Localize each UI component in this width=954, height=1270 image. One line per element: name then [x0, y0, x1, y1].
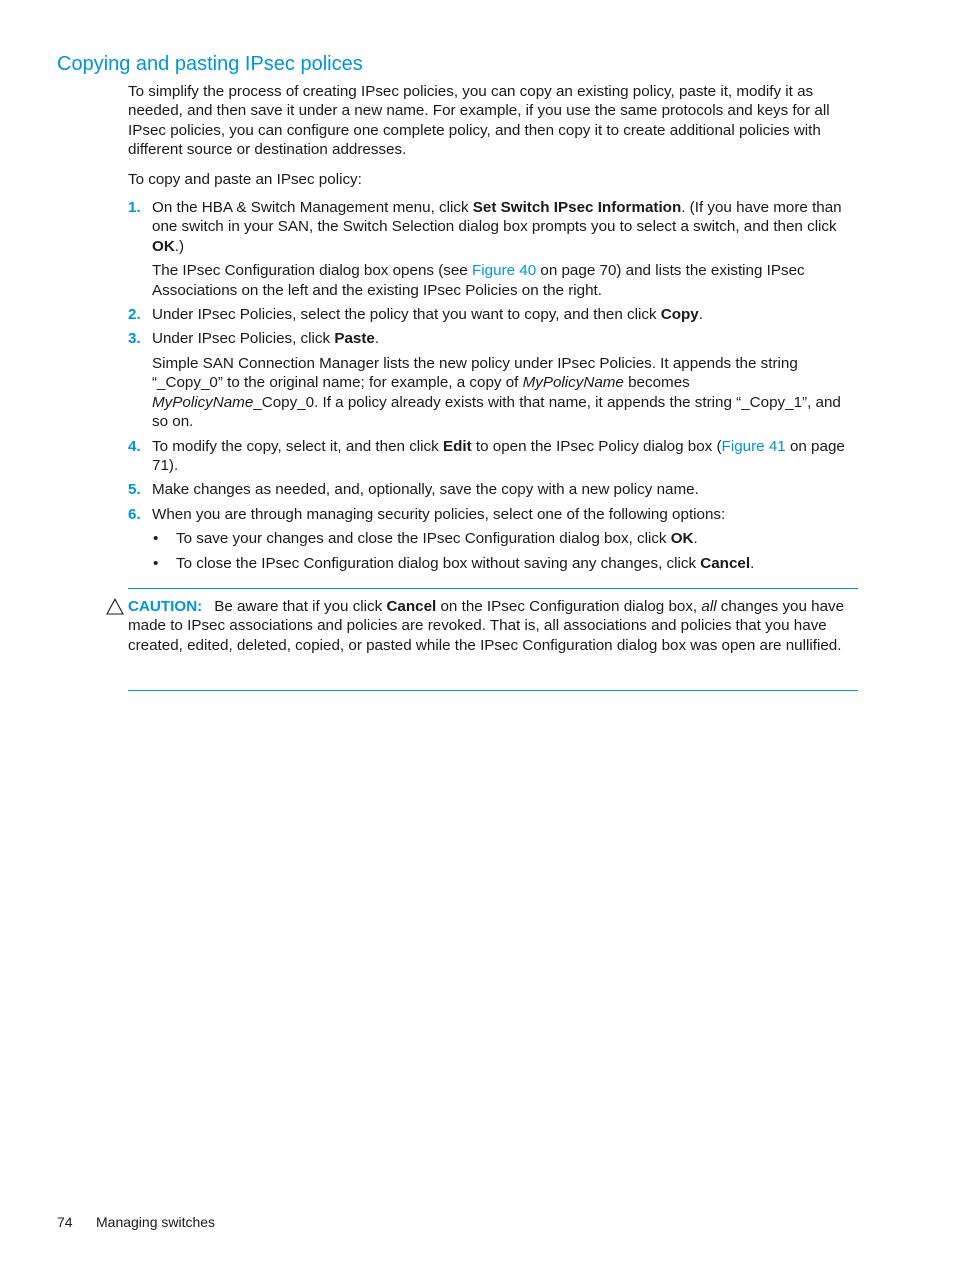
ui-term: OK: [670, 530, 694, 548]
step-text: When you are through managing security policies, select one of the following options:: [152, 505, 726, 523]
option-save: • To save your changes and close the IPsec Configuration dialog box, click OK.: [153, 530, 698, 548]
step-text: To modify the copy, select it, and then click Edit to open the IPsec Policy dialog box (Figure 41 on page 71).: [152, 437, 845, 474]
step-text: Under IPsec Policies, select the policy that you want to copy, and then click Copy.: [152, 306, 703, 324]
caution-label: CAUTION:: [128, 598, 203, 615]
page-footer: [57, 1213, 215, 1231]
section-heading: Copying and pasting IPsec polices: [57, 53, 363, 75]
warning-triangle-icon: [106, 598, 124, 615]
section-body: [128, 82, 856, 578]
step-3: [128, 329, 856, 431]
figure-41-link[interactable]: Figure 41: [721, 437, 786, 455]
ui-term: Cancel: [386, 598, 437, 615]
step-number: 2.: [128, 306, 141, 324]
step-text: Under IPsec Policies, click Paste.: [152, 330, 380, 348]
step-number: 1.: [128, 199, 141, 217]
option-cancel: • To close the IPsec Configuration dialog box without saving any changes, click Cancel.: [153, 554, 755, 572]
step-2: [128, 305, 856, 324]
page-number: 74: [57, 1214, 73, 1230]
step-number: 5.: [128, 481, 141, 499]
bullet: •: [153, 530, 159, 548]
ui-term: Paste: [334, 330, 375, 348]
step-1: [128, 198, 856, 300]
policy-name: MyPolicyName: [152, 393, 254, 411]
step-text: Make changes as needed, and, optionally, save the copy with a new policy name.: [152, 481, 699, 499]
footer-section: Managing switches: [96, 1214, 216, 1230]
ui-term: OK: [152, 237, 175, 255]
step-6: [128, 505, 856, 573]
step-number: 6.: [128, 505, 141, 523]
step-4: [128, 437, 856, 476]
policy-name: MyPolicyName: [522, 374, 624, 392]
step-note: The IPsec Configuration dialog box opens (see Figure 40 on page 70) and lists the existing IPsec Associations on the left and the existing IPsec Policies on the right.: [152, 262, 805, 299]
caution-bottom-rule: [128, 690, 858, 691]
ui-term: Set Switch IPsec Information: [472, 199, 682, 217]
option-list: [152, 529, 856, 573]
ui-term: Cancel: [700, 554, 751, 572]
step-note: Simple SAN Connection Manager lists the new policy under IPsec Policies. It appends the string “_Copy_0” to the original name; for example, a copy of MyPolicyName becomes MyPolicyName_Copy_0. If a policy already exists with that name, it appends the string “_Copy_1”, and so on.: [152, 354, 841, 431]
bullet: •: [153, 554, 159, 572]
figure-40-link[interactable]: Figure 40: [471, 262, 537, 280]
ui-term: Copy: [660, 306, 699, 324]
step-5: [128, 480, 856, 499]
caution-box: CAUTION: Be aware that if you click Cancel on the IPsec Configuration dialog box, all changes you have made to IPsec associations and policies are revoked. That is, all associations and policies that you have created, edited, deleted, copied, or pasted while the IPsec Configuration dialog box was open are nullified.: [128, 597, 856, 655]
procedure-lead: To copy and paste an IPsec policy:: [128, 170, 362, 188]
procedure-steps: [128, 198, 856, 573]
step-number: 3.: [128, 330, 141, 348]
step-number: 4.: [128, 437, 141, 455]
intro-paragraph: To simplify the process of creating IPsec policies, you can copy an existing policy, paste it, modify it as needed, and then save it under a new name. For example, if you use the same protocols and keys for all IPsec policies, you can configure one complete policy, and then copy it to create additional policies with different source or destination addresses.: [128, 83, 830, 159]
ui-term: Edit: [442, 437, 472, 455]
emphasis: all: [701, 598, 717, 615]
caution-top-rule: [128, 588, 858, 589]
step-text: On the HBA & Switch Management menu, click Set Switch IPsec Information. (If you have more than one switch in your SAN, the Switch Selection dialog box prompts you to select a switch, and then click OK.): [152, 199, 842, 255]
